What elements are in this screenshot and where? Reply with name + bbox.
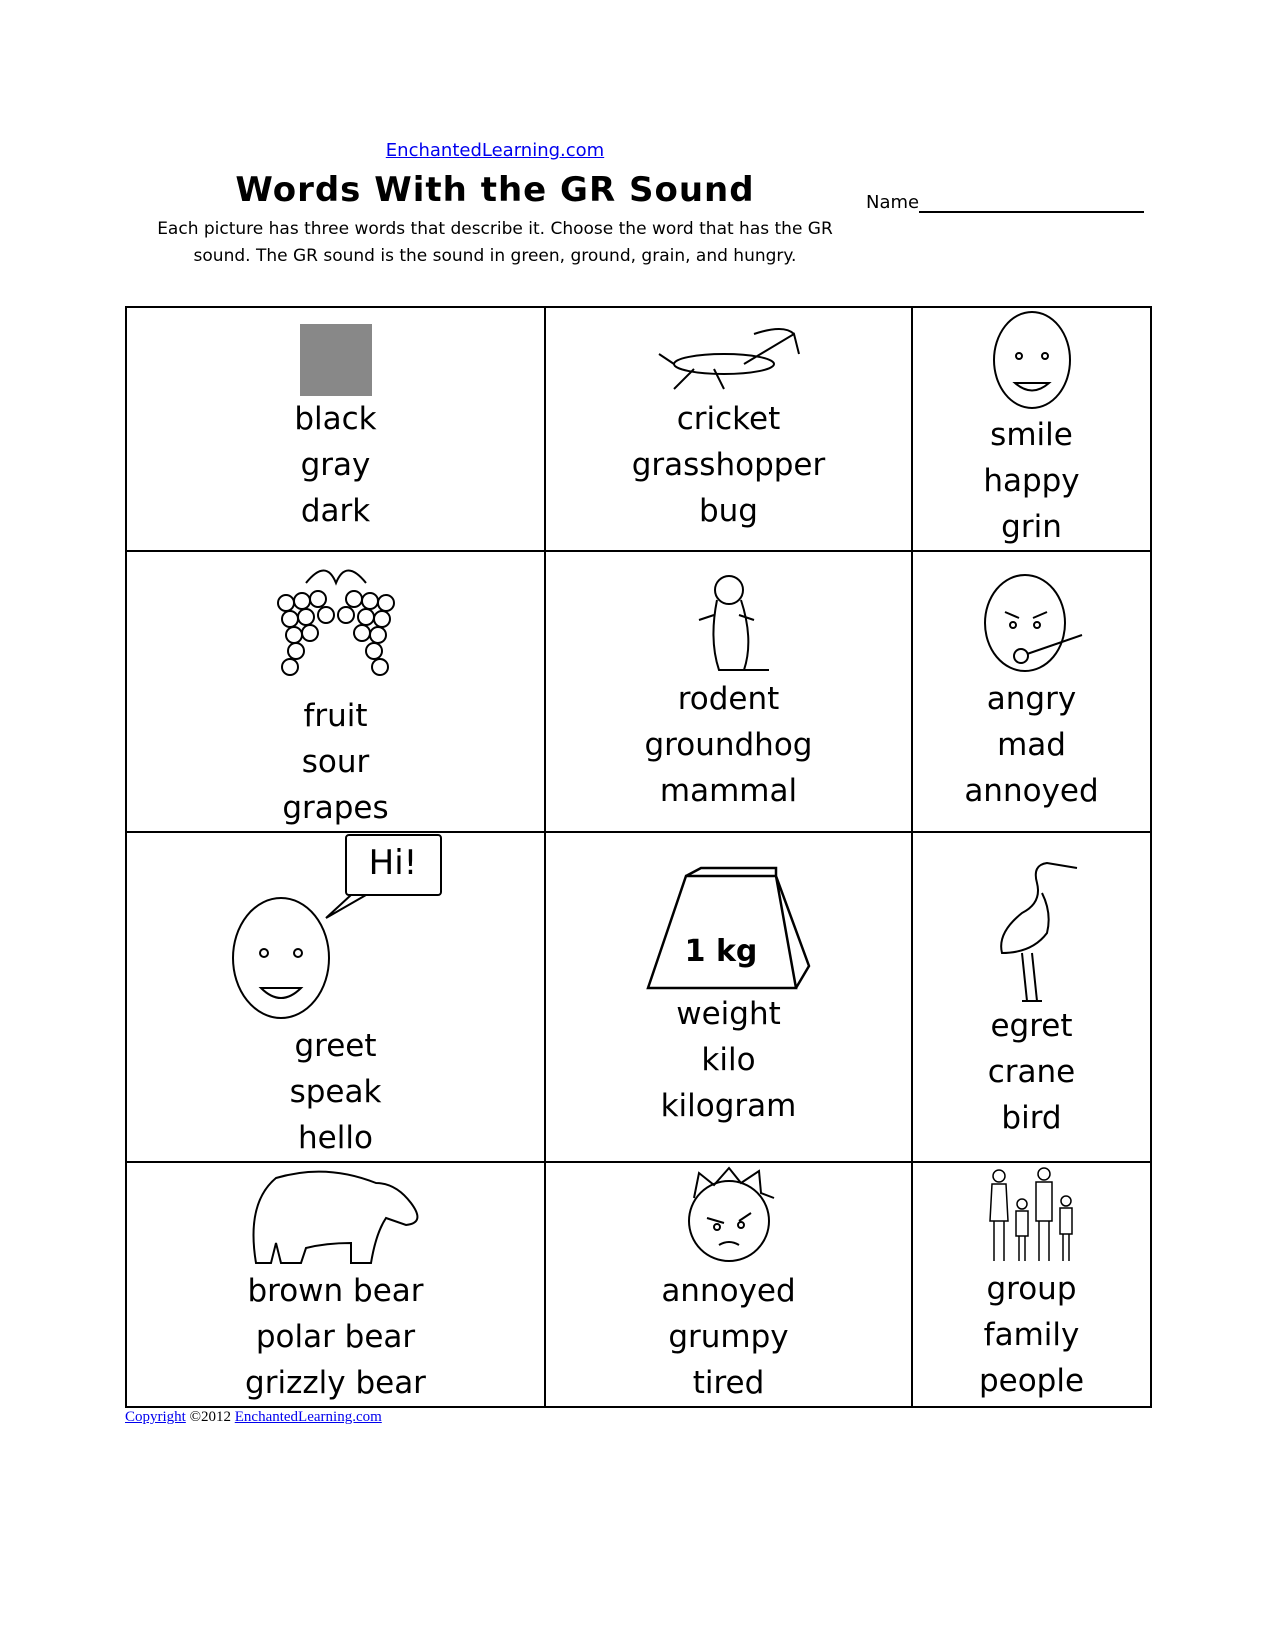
word-option[interactable]: family bbox=[983, 1316, 1080, 1353]
cell-angry bbox=[912, 551, 1151, 832]
word-option[interactable]: fruit bbox=[303, 697, 368, 734]
word-option[interactable]: black bbox=[294, 401, 377, 437]
page-title: Words With the GR Sound bbox=[235, 170, 755, 210]
cell-grin bbox=[912, 307, 1151, 551]
cell-gray bbox=[126, 307, 545, 551]
word-option[interactable]: happy bbox=[983, 463, 1080, 499]
word-option[interactable]: bird bbox=[1001, 1100, 1062, 1136]
word-option[interactable]: groundhog bbox=[644, 726, 813, 763]
word-grid bbox=[125, 306, 1152, 1408]
word-option[interactable]: tired bbox=[692, 1365, 765, 1401]
word-option[interactable]: mad bbox=[997, 726, 1066, 763]
word-option[interactable]: crane bbox=[987, 1054, 1076, 1090]
cell-kilogram bbox=[545, 832, 912, 1162]
gray-square-icon bbox=[300, 324, 372, 396]
word-option[interactable]: grin bbox=[1001, 509, 1062, 545]
word-option[interactable]: group bbox=[986, 1270, 1077, 1307]
greeting-face-icon bbox=[226, 833, 446, 1023]
word-option[interactable]: kilogram bbox=[660, 1087, 797, 1124]
copyright-link[interactable]: Copyright bbox=[125, 1409, 186, 1425]
word-option[interactable]: grumpy bbox=[668, 1319, 789, 1355]
word-option[interactable]: annoyed bbox=[661, 1273, 796, 1309]
word-option[interactable]: rodent bbox=[677, 680, 780, 717]
footer-site-link[interactable]: EnchantedLearning.com bbox=[234, 1409, 382, 1425]
word-option[interactable]: sour bbox=[301, 743, 370, 780]
footer bbox=[125, 1409, 382, 1426]
word-option[interactable]: gray bbox=[300, 447, 371, 483]
word-option[interactable]: smile bbox=[990, 417, 1073, 453]
kilogram-weight-icon bbox=[646, 866, 811, 991]
word-option[interactable]: egret bbox=[990, 1008, 1073, 1044]
cell-grapes bbox=[126, 551, 545, 832]
weight-label: 1 kg bbox=[684, 933, 758, 969]
word-option[interactable]: dark bbox=[300, 493, 371, 529]
copyright-year: ©2012 bbox=[189, 1409, 231, 1425]
word-option[interactable]: kilo bbox=[701, 1041, 756, 1078]
name-line[interactable] bbox=[919, 193, 1144, 213]
cell-egret bbox=[912, 832, 1151, 1162]
word-option[interactable]: people bbox=[978, 1362, 1085, 1399]
bear-icon bbox=[246, 1163, 426, 1268]
word-option[interactable]: speak bbox=[289, 1074, 382, 1110]
groundhog-icon bbox=[684, 570, 774, 676]
word-option[interactable]: cricket bbox=[676, 401, 781, 437]
word-option[interactable]: bug bbox=[698, 493, 758, 529]
cell-groundhog bbox=[545, 551, 912, 832]
grapes-icon bbox=[266, 553, 406, 693]
word-option[interactable]: polar bear bbox=[255, 1319, 416, 1355]
grinning-face-icon bbox=[987, 308, 1077, 412]
word-option[interactable]: angry bbox=[986, 680, 1077, 717]
angry-face-icon bbox=[977, 570, 1087, 676]
cell-bear bbox=[126, 1162, 545, 1407]
instructions: Each picture has three words that describe it. Choose the word that has the GR sound. The GR sound is the sound in green, ground, grain, and hungry. bbox=[157, 219, 833, 266]
site-link[interactable]: EnchantedLearning.com bbox=[385, 140, 605, 161]
egret-icon bbox=[982, 853, 1082, 1003]
speech-bubble-text: Hi! bbox=[368, 843, 418, 883]
word-option[interactable]: brown bear bbox=[247, 1273, 424, 1309]
word-option[interactable]: greet bbox=[294, 1028, 377, 1064]
cell-grasshopper bbox=[545, 307, 912, 551]
family-group-icon bbox=[984, 1166, 1079, 1266]
name-label: Name bbox=[866, 192, 920, 213]
word-option[interactable]: annoyed bbox=[964, 772, 1099, 809]
cell-family bbox=[912, 1162, 1151, 1407]
word-option[interactable]: grasshopper bbox=[631, 447, 826, 483]
word-option[interactable]: mammal bbox=[659, 772, 798, 809]
grumpy-face-icon bbox=[679, 1163, 779, 1268]
cell-grumpy bbox=[545, 1162, 912, 1407]
word-option[interactable]: hello bbox=[298, 1120, 373, 1156]
word-option[interactable]: grizzly bear bbox=[245, 1365, 426, 1401]
word-option[interactable]: grapes bbox=[282, 789, 389, 826]
name-field[interactable] bbox=[866, 192, 1144, 213]
word-option[interactable]: weight bbox=[676, 995, 781, 1032]
cell-greet bbox=[126, 832, 545, 1162]
grasshopper-icon bbox=[654, 324, 804, 396]
